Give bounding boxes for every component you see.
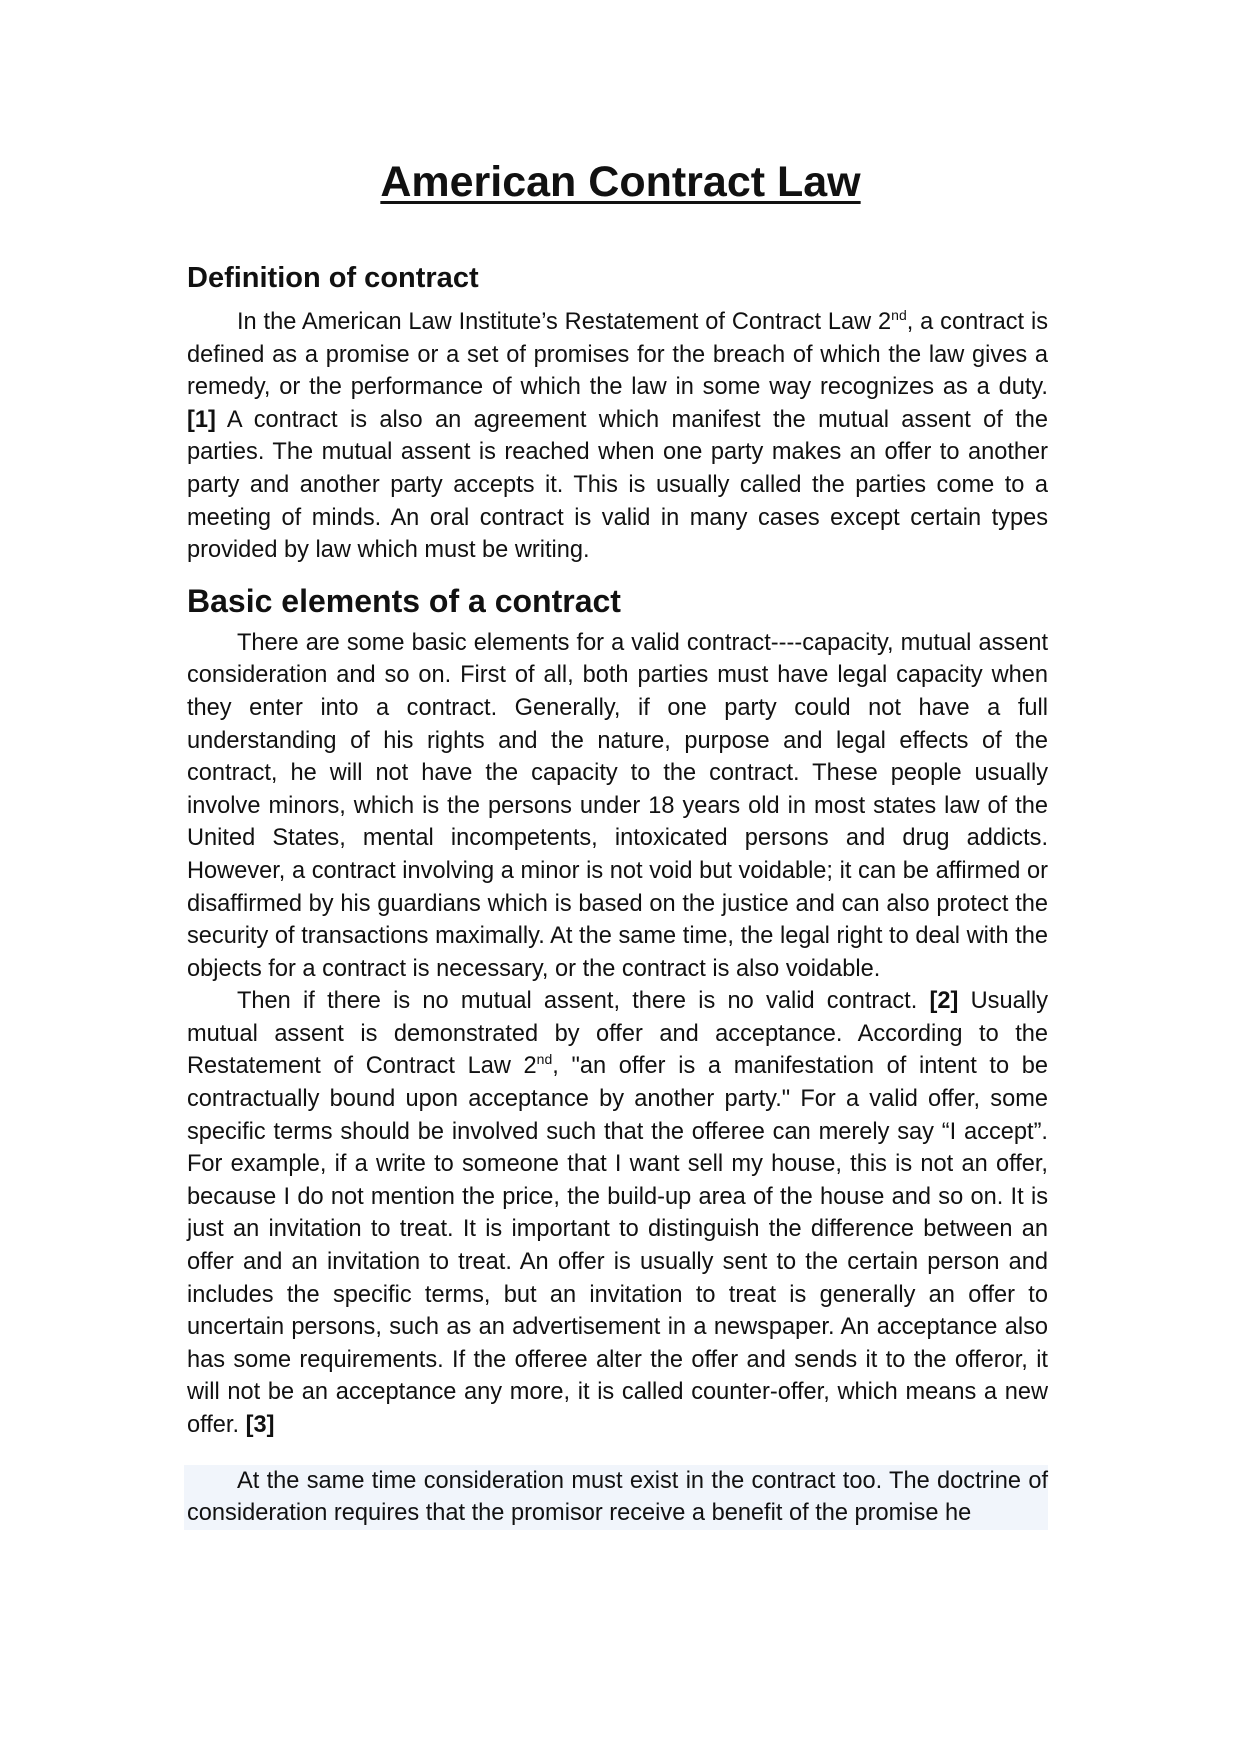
document-body [187, 258, 1048, 1530]
citation-ref-1: [1] [187, 406, 216, 433]
section-heading-basic-elements: Basic elements of a contract [187, 582, 621, 619]
citation-ref-2: [2] [929, 988, 959, 1015]
document-title: American Contract Law [380, 158, 861, 206]
citation-ref-3: [3] [245, 1412, 275, 1438]
consideration-paragraph: At the same time consideration must exist in the contract too. The doctrine of consideration requires that the promisor receive a benefit of the promise he [184, 1465, 1048, 1530]
section-heading-definition: Definition of contract [187, 262, 479, 294]
capacity-paragraph: There are some basic elements for a valid contract----capacity, mutual assent consideration and so on. First of all, both parties must have legal capacity when they enter into a contract. Generally, if one party could not have a full understanding of his rights and the nature, purpose and legal effects of the contract, he will not have the capacity to the contract. These people usually involve minors, which is the persons under 18 years old in most states law of the United States, mental incompetents, intoxicated persons and drug addicts. However, a contract involving a minor is not void but voidable; it can be affirmed or disaffirmed by his guardians which is based on the justice and can also protect the security of transactions maximally. At the same time, the legal right to deal with the objects for a contract is necessary, or the contract is also voidable. [187, 629, 1048, 982]
definition-paragraph: In the American Law Institute’s Restatement of Contract Law 2nd, a contract is defined as a promise or a set of promises for the breach of which the law gives a remedy, or the performance of which the law in some way recognizes as a duty. [1] A contract is also an agreement which manifest the mutual assent of the parties. The mutual assent is reached when one party makes an offer to another party and another party accepts it. This is usually called the parties come to a meeting of minds. An oral contract is valid in many cases except certain types provided by law which must be writing. [187, 307, 1048, 564]
mutual-assent-paragraph: Then if there is no mutual assent, there is no valid contract. [2] Usually mutual assent is demonstrated by offer and acceptance. According to the Restatement of Contract Law 2nd, "an offer is a manifestation of intent to be contractually bound upon acceptance by another party." For a valid offer, some specific terms should be involved such that the offeree can merely say “I accept”. For example, if a write to someone that I want sell my house, this is not an offer, because I do not mention the price, the build-up area of the house and so on. It is just an invitation to treat. It is important to distinguish the difference between an offer and an invitation to treat. An offer is usually sent to the certain person and includes the specific terms, but an invitation to treat is generally an offer to uncertain persons, such as an advertisement in a newspaper. An acceptance also has some requirements. If the offeree alter the offer and sends it to the offeror, it will not be an acceptance any more, it is called counter-offer, which means a new offer. [3] [187, 988, 1048, 1438]
